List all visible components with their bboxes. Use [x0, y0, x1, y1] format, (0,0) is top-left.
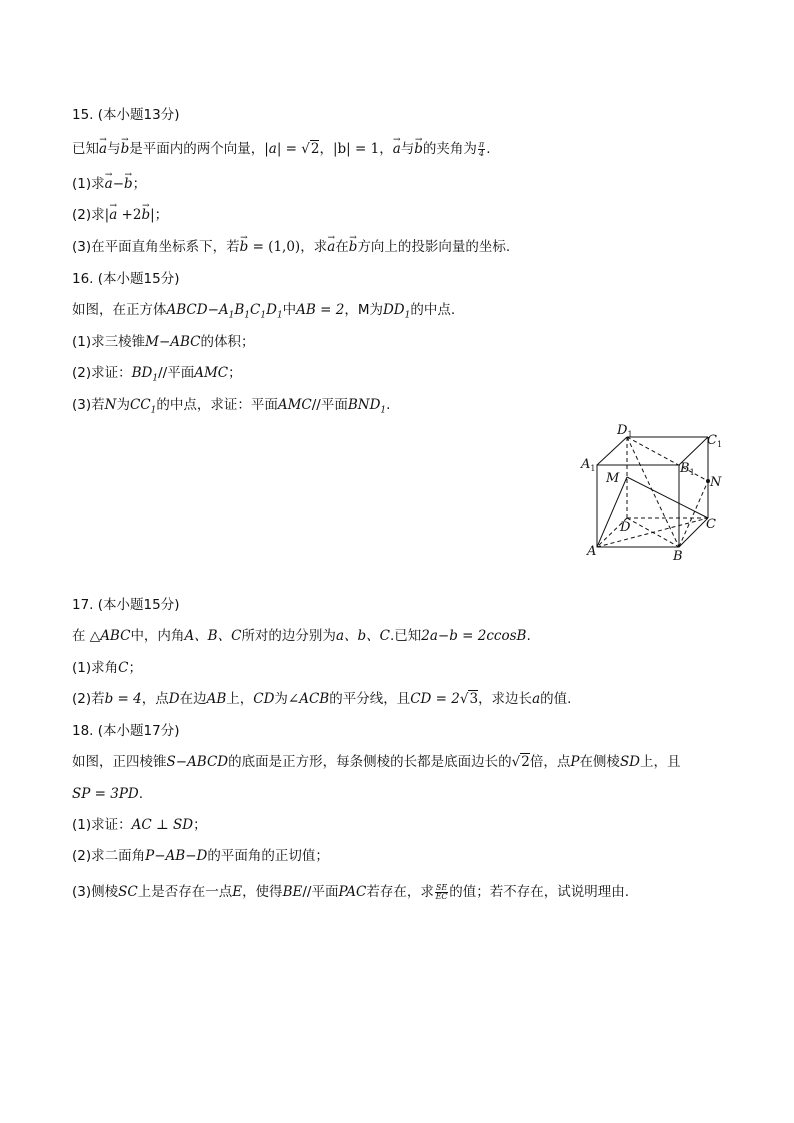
q18-frac-se-ec: $\frac{SE}{EC}$ [435, 882, 448, 901]
q15-p3-rest: ，求 [300, 239, 328, 255]
q17-stem: 在 △ABC中，内角A、B、C所对的边分别为a、b、C.已知2a−b = 2ccosB. [72, 628, 531, 644]
edge-ma [597, 477, 627, 547]
q15-p3-dir: 方向上的投影向量的坐标. [357, 239, 511, 255]
vec-a-2: → a [393, 140, 401, 158]
q15-with: 与 [107, 141, 121, 157]
vec-b-2: → b [414, 140, 423, 158]
edge-mc [627, 477, 708, 518]
label-b1: $B_1$ [680, 461, 695, 477]
q16-header: 16. (本小题15分) [72, 271, 180, 287]
q15-sqrt2: √2 [301, 141, 320, 157]
q16-mid: 中 [282, 302, 297, 318]
q16-ab: AB = 2 [296, 302, 345, 318]
q15-end: . [486, 141, 491, 157]
q15-p1-label: (1)求 [72, 176, 105, 192]
diag-db [627, 518, 679, 547]
label-c1: $C_1$ [707, 433, 723, 449]
q16-stem [72, 301, 455, 325]
label-b: B [673, 549, 683, 564]
q16-cube-name: $ABCD-A_1B_1C_1D_1$ [166, 302, 283, 321]
q18-stem: 如图，正四棱锥S−ABCD的底面是正方形，每条侧棱的长都是底面边长的√2倍，点P在侧棱SD上，且 [72, 754, 681, 770]
q16-part2: (2)求证：$BD_1//$平面AMC； [72, 365, 242, 384]
q17-part1: (1)求角C； [72, 660, 142, 676]
vec-a: → a [99, 140, 107, 158]
q16-dd1: $DD_1$ [382, 302, 411, 321]
q15-mid: 是平面内的两个向量， [129, 141, 265, 157]
q18-stem-cont: SP = 3PD. [72, 786, 144, 802]
q18-part2: (2)求二面角P−AB−D的平面角的正切值； [72, 848, 329, 864]
diag-d1b [627, 437, 679, 547]
q15-part1: (1)求→ a−→ b； [72, 175, 146, 193]
label-m: M [606, 471, 620, 486]
label-c: C [706, 517, 716, 532]
q15-stem [72, 140, 490, 158]
vec-b-3: → b [124, 175, 133, 193]
line-d1n [627, 437, 708, 481]
label-a1: $A_1$ [581, 457, 596, 473]
label-n: N [710, 475, 722, 490]
label-d: D [620, 520, 631, 535]
vec-b-6: → b [349, 238, 358, 256]
q15-p1-end: ； [132, 176, 147, 192]
q15-p3-coord: = (1,0) [248, 239, 301, 255]
vec-b-4: → b [141, 206, 150, 224]
vec-a-4: → a [109, 206, 117, 224]
q18-header: 18. (本小题17分) [72, 723, 180, 739]
q15-frac-pi4: $\frac{\pi}{4}$ [478, 139, 485, 158]
q15-stem-pre: 已知 [72, 141, 99, 157]
vec-b-5: → b [240, 238, 249, 256]
q16-stem-pre: 如图，在正方体 [72, 302, 167, 318]
label-a: A [587, 544, 597, 559]
q18-part3: (3)侧棱SC上是否存在一点E，使得BE//平面PAC若存在，求 $\frac{SE}{EC}$ 的值；若不存在，试说明理由. [72, 882, 630, 901]
q15-with-2: 与 [400, 141, 415, 157]
q15-p2-label: (2)求 [72, 207, 105, 223]
q15-p2-end: ； [154, 207, 169, 223]
vec-a-5: → a [327, 238, 335, 256]
q18-part1: (1)求证：AC ⊥ SD； [72, 817, 207, 833]
q16-part3: (3)若N为$CC_1$的中点，求证：平面AMC//平面$BND_1$. [72, 397, 391, 416]
q16-part1: (1)求三棱锥M−ABC的体积； [72, 334, 255, 350]
q15-mod-b: ，|b| = 1， [319, 141, 393, 157]
q15-part3: (3)在平面直角坐标系下，若→ b = (1,0)，求→ a在→ b方向上的投影向量的坐标. [72, 238, 510, 256]
q16-m: ，M为 [344, 302, 383, 318]
vec-a-3: → a [105, 175, 113, 193]
q15-header: 15. (本小题13分) [72, 107, 180, 123]
vec-b: → b [121, 140, 130, 158]
q15-part2: (2)求|→ a +2→ b|； [72, 206, 168, 224]
label-d1: $D_1$ [617, 423, 633, 439]
edge-a1d1 [597, 437, 627, 465]
q15-p3-label: (3)在平面直角坐标系下，若 [72, 239, 240, 255]
q16-end: 的中点. [410, 302, 456, 318]
cube-figure [570, 410, 730, 570]
edge-bc [679, 518, 708, 547]
q15-mod-a: |a| = [264, 141, 302, 157]
q17-header: 17. (本小题15分) [72, 597, 180, 613]
line-bn [679, 481, 708, 547]
q17-part2: (2)若b = 4，点D在边AB上，CD为∠ACB的平分线，且CD = 2√3，求边长a的值. [72, 691, 572, 707]
q15-angle: 的夹角为 [422, 141, 477, 157]
